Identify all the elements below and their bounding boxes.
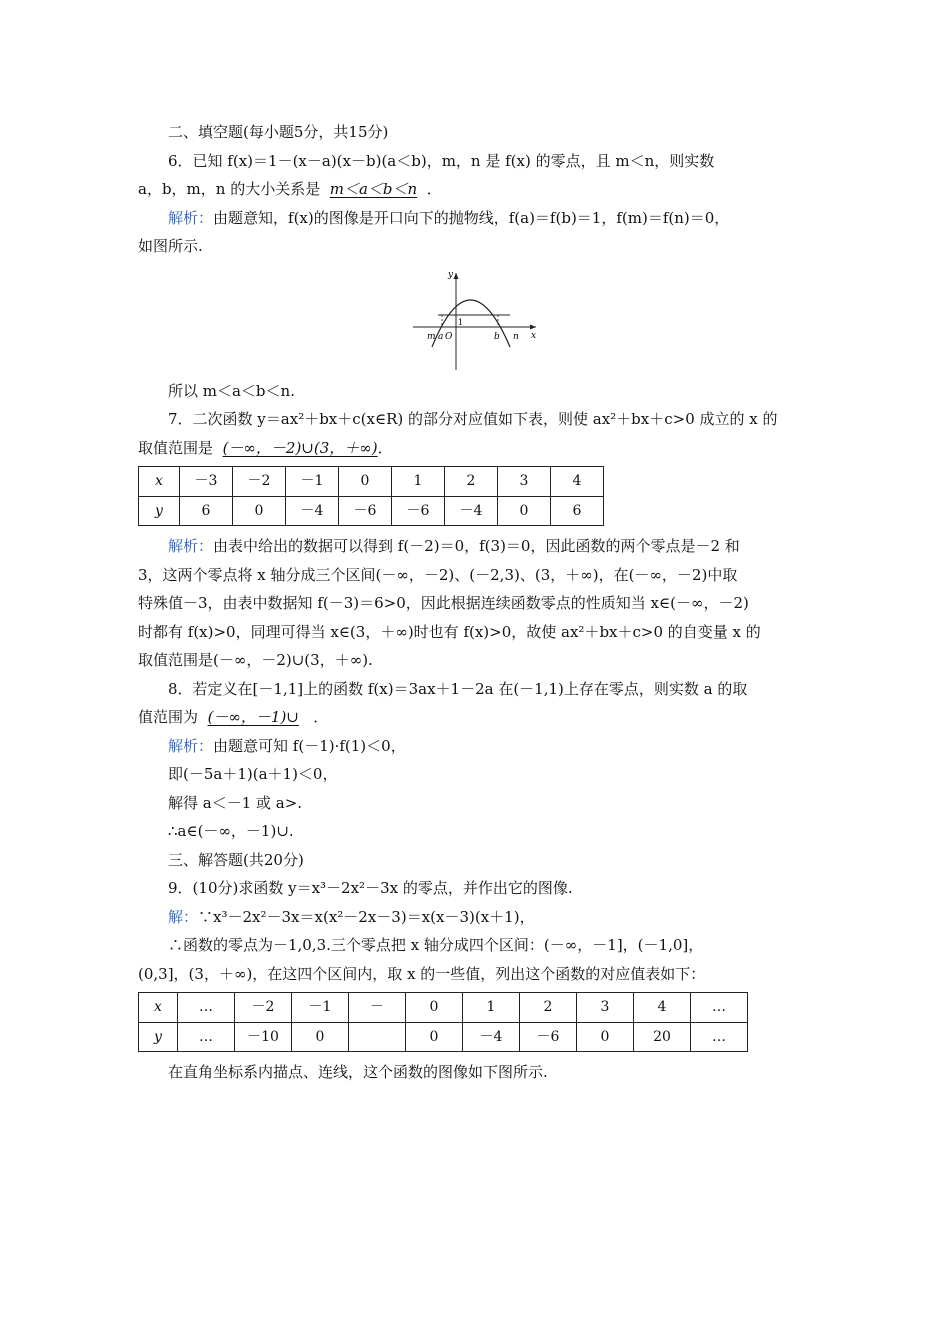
table-row-y bbox=[139, 1022, 748, 1052]
table-cell: －4 bbox=[463, 1022, 520, 1052]
table-cell: 6 bbox=[551, 496, 604, 526]
table-cell: －3 bbox=[180, 467, 233, 497]
question-7-line-1: 7．二次函数 y＝ax²＋bx＋c(x∈R) 的部分对应值如下表，则使 ax²＋bx＋c>0 成立的 x 的 bbox=[168, 410, 778, 428]
solution-label: 解析： bbox=[168, 208, 214, 227]
table-cell: 0 bbox=[233, 496, 286, 526]
question-9-solution-4: 在直角坐标系内描点、连线，这个函数的图像如下图所示. bbox=[168, 1063, 548, 1081]
value-table-9 bbox=[138, 992, 748, 1052]
parabola-graph bbox=[408, 265, 548, 375]
question-7-solution-1 bbox=[138, 532, 818, 561]
table-cell: … bbox=[178, 993, 235, 1023]
table-header-x: x bbox=[139, 467, 180, 497]
table-cell: 4 bbox=[551, 467, 604, 497]
table-row-x bbox=[139, 467, 604, 497]
table-cell: 4 bbox=[634, 993, 691, 1023]
question-7-solution-4: 时都有 f(x)>0，同理可得当 x∈(3，＋∞)时也有 f(x)>0，故使 ax²＋bx＋c>0 的自变量 x 的 bbox=[138, 622, 761, 641]
table-cell: 2 bbox=[520, 993, 577, 1023]
question-6-line-2 bbox=[138, 175, 818, 204]
table-cell: 3 bbox=[498, 467, 551, 497]
question-8-solution-3: 解得 a＜－1 或 a>. bbox=[168, 793, 303, 812]
table-cell: － bbox=[349, 993, 406, 1023]
table-cell: －1 bbox=[292, 993, 349, 1023]
table-cell: … bbox=[691, 993, 748, 1023]
label-o: O bbox=[445, 331, 453, 342]
question-8-line-1: 8．若定义在[－1,1]上的函数 f(x)＝3ax＋1－2a 在(－1,1)上存在零点，则实数 a 的取 bbox=[168, 679, 748, 698]
label-n: n bbox=[513, 331, 519, 342]
question-6-solution-3: 所以 m＜a＜b＜n. bbox=[168, 381, 295, 400]
solution-text: 由题意知，f(x)的图像是开口向下的抛物线，f(a)＝f(b)＝1，f(m)＝f(n)＝0， bbox=[213, 208, 730, 227]
question-6-answer: m＜a＜b＜n bbox=[329, 180, 418, 198]
table-cell: －2 bbox=[235, 993, 292, 1023]
label-m: m bbox=[427, 331, 436, 342]
table-cell: 0 bbox=[339, 467, 392, 497]
table-header-y: y bbox=[139, 1022, 178, 1052]
question-9-line-1: 9．(10分)求函数 y＝x³－2x²－3x 的零点，并作出它的图像. bbox=[168, 879, 573, 897]
table-cell: －6 bbox=[392, 496, 445, 526]
table-cell: 0 bbox=[498, 496, 551, 526]
question-7-solution-2: 3，这两个零点将 x 轴分成三个区间(－∞，－2)、(－2,3)、(3，＋∞)，在(－∞，－2)中取 bbox=[138, 565, 738, 584]
answer-label: 解： bbox=[168, 907, 199, 926]
question-6-line-1: 6．已知 f(x)＝1－(x－a)(x－b)(a＜b)，m，n 是 f(x) 的零点，且 m＜n，则实数 bbox=[168, 151, 715, 170]
question-6-prompt: a，b，m，n 的大小关系是 bbox=[138, 180, 321, 198]
question-8-period: ． bbox=[313, 708, 329, 726]
question-8-solution-4: ∴a∈(－∞，－1)∪. bbox=[168, 822, 294, 840]
document-page bbox=[138, 118, 818, 1087]
table-cell: … bbox=[691, 1022, 748, 1052]
solution-text: 由题意可知 f(－1)·f(1)＜0， bbox=[213, 736, 406, 755]
question-7-solution-5: 取值范围是(－∞，－2)∪(3，＋∞). bbox=[138, 651, 373, 669]
x-axis-arrow bbox=[530, 324, 536, 329]
question-7-answer: (－∞，－2)∪(3，＋∞) bbox=[222, 438, 378, 457]
question-8-solution-2: 即(－5a＋1)(a＋1)＜0， bbox=[168, 765, 338, 783]
question-7-solution-3: 特殊值－3，由表中数据知 f(－3)＝6>0，因此根据连续函数零点的性质知当 x∈(－∞，－2) bbox=[138, 594, 749, 612]
solution-label: 解析： bbox=[168, 537, 214, 555]
question-7-prompt: 取值范围是 bbox=[138, 438, 214, 457]
question-6-period: ． bbox=[426, 180, 442, 198]
table-header-y: y bbox=[139, 496, 180, 526]
table-header-x: x bbox=[139, 993, 178, 1023]
table-cell: 1 bbox=[392, 467, 445, 497]
table-cell bbox=[349, 1022, 406, 1052]
question-6-solution-2: 如图所示. bbox=[138, 237, 203, 255]
solution-text: 由表中给出的数据可以得到 f(－2)＝0，f(3)＝0，因此函数的两个零点是－2 和 bbox=[213, 537, 740, 555]
table-cell: 2 bbox=[445, 467, 498, 497]
question-8-prompt: 值范围为 bbox=[138, 708, 199, 726]
table-cell: －10 bbox=[235, 1022, 292, 1052]
question-8-line-2 bbox=[138, 703, 818, 732]
table-cell: 1 bbox=[463, 993, 520, 1023]
solution-text: ∵x³－2x²－3x＝x(x²－2x－3)＝x(x－3)(x＋1)， bbox=[198, 907, 535, 926]
label-x: x bbox=[531, 330, 537, 341]
question-9-solution-3: (0,3]，(3，＋∞)，在这四个区间内，取 x 的一些值，列出这个函数的对应值表如下： bbox=[138, 964, 706, 983]
table-cell: －4 bbox=[445, 496, 498, 526]
table-cell: 0 bbox=[292, 1022, 349, 1052]
table-cell: －6 bbox=[339, 496, 392, 526]
question-7-period: ． bbox=[377, 438, 393, 457]
question-6-solution-1 bbox=[138, 204, 818, 233]
table-cell: 20 bbox=[634, 1022, 691, 1052]
question-8-answer: (－∞，－1)∪ bbox=[207, 708, 299, 726]
value-table-7 bbox=[138, 466, 604, 526]
table-cell: －1 bbox=[286, 467, 339, 497]
solution-label: 解析： bbox=[168, 736, 214, 755]
section-heading-answer: 三、解答题(共20分) bbox=[168, 850, 304, 869]
table-cell: 0 bbox=[577, 1022, 634, 1052]
table-row-x bbox=[139, 993, 748, 1023]
label-one: 1 bbox=[458, 317, 464, 327]
table-cell: 0 bbox=[406, 993, 463, 1023]
parabola-figure bbox=[138, 265, 818, 375]
label-a: a bbox=[438, 331, 444, 342]
table-cell: －4 bbox=[286, 496, 339, 526]
table-cell: 3 bbox=[577, 993, 634, 1023]
table-cell: 0 bbox=[406, 1022, 463, 1052]
table-cell: … bbox=[178, 1022, 235, 1052]
y-axis-arrow bbox=[454, 273, 459, 279]
table-cell: －2 bbox=[233, 467, 286, 497]
question-9-solution-1 bbox=[138, 903, 818, 932]
table-row-y bbox=[139, 496, 604, 526]
label-b: b bbox=[494, 331, 500, 342]
label-y: y bbox=[448, 269, 454, 280]
section-heading-fill-in: 二、填空题(每小题5分，共15分) bbox=[168, 123, 389, 141]
table-cell: －6 bbox=[520, 1022, 577, 1052]
question-9-solution-2: ∴函数的零点为－1,0,3.三个零点把 x 轴分成四个区间：(－∞，－1]，(－1,0]， bbox=[168, 936, 704, 954]
table-cell: 6 bbox=[180, 496, 233, 526]
question-8-solution-1 bbox=[138, 732, 818, 761]
question-7-line-2 bbox=[138, 434, 818, 463]
